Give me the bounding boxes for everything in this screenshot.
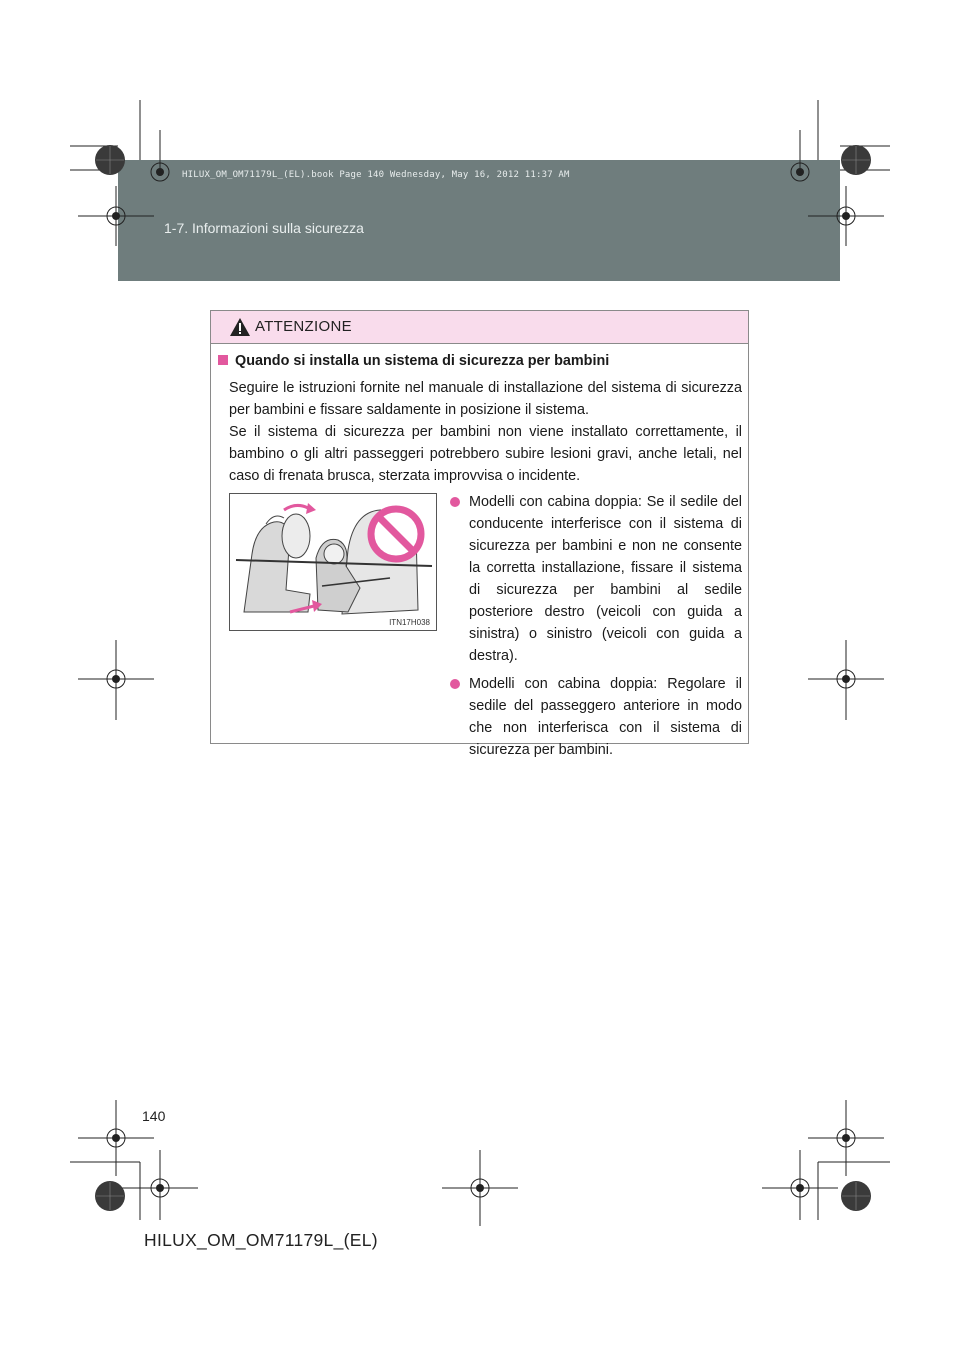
illustration <box>229 493 437 631</box>
page-number: 140 <box>142 1108 166 1124</box>
paragraph-1: Seguire le istruzioni fornite nel manuale di installazione del sistema di sicurezza per bambini e fissare saldamente in posizione il sistema. <box>229 380 742 418</box>
figure-code: ITN17H038 <box>389 618 430 627</box>
warning-header <box>211 311 748 344</box>
list-item <box>448 491 742 667</box>
section-title: 1-7. Informazioni sulla sicurezza <box>164 220 364 236</box>
section-heading-text: Quando si installa un sistema di sicurezza per bambini <box>235 353 610 369</box>
round-bullet-icon <box>450 497 460 507</box>
warning-triangle-icon <box>229 317 251 337</box>
warning-box <box>210 310 749 758</box>
footer-code: HILUX_OM_OM71179L_(EL) <box>144 1230 378 1250</box>
warning-title: ATTENZIONE <box>255 318 352 335</box>
paragraph-2: Se il sistema di sicurezza per bambini non viene installato correttamente, il bambino o gli altri passeggeri potrebbero subire lesioni gravi, anche letali, nel caso di frenata brusca, sterzata improvvisa o incidente. <box>229 424 742 484</box>
square-bullet-icon <box>218 355 228 365</box>
child-seat-illustration <box>230 494 436 630</box>
list-item-text: Modelli con cabina doppia: Se il sedile del conducente interferisce con il sistema di sicurezza per bambini e non ne consente la corretta installazione, fissare il sistema di sicurezza per bambini al sedile posteriore destro (veicoli con guida a sinistra) o sinistro (veicoli con guida a destra). <box>469 494 742 664</box>
list-item-text: Modelli con cabina doppia: Regolare il sedile del passeggero anteriore in modo che non interferisca con il sistema di sicurezza per bambini. <box>469 676 742 758</box>
section-heading <box>218 353 609 369</box>
round-bullet-icon <box>450 679 460 689</box>
bullet-list <box>448 491 742 761</box>
book-info: HILUX_OM_OM71179L_(EL).book Page 140 Wednesday, May 16, 2012 11:37 AM <box>182 170 570 180</box>
list-item <box>448 673 742 761</box>
